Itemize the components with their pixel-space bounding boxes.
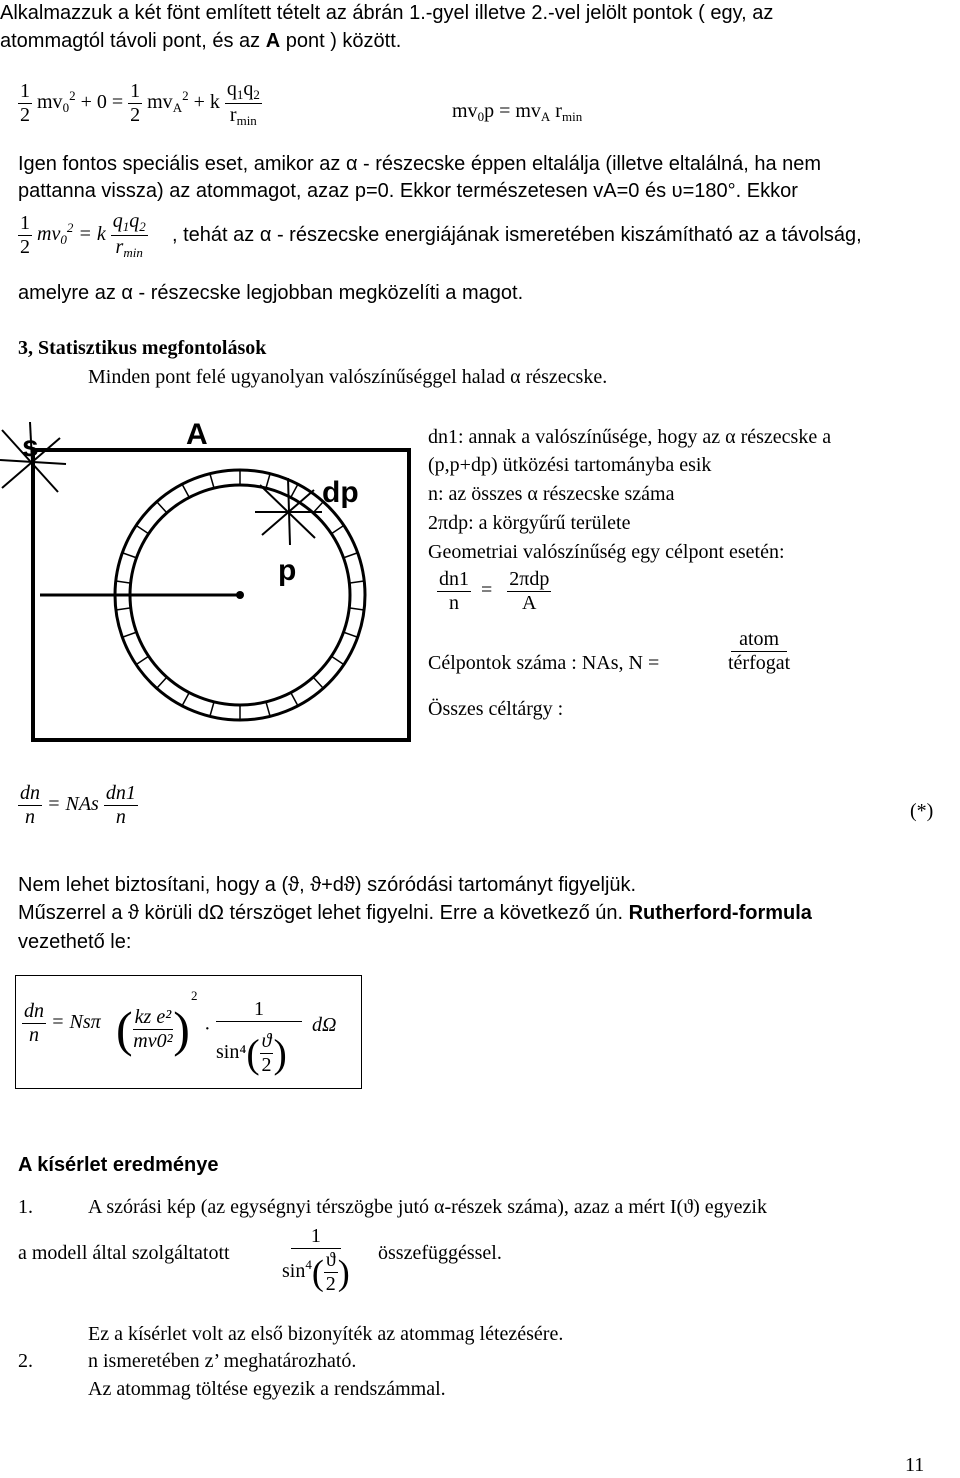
label-A: A (186, 418, 208, 451)
special-line-2: pattanna vissza) az atommagot, azaz p=0. Ekkor természetesen vA=0 és υ=180°. Ekkor (18, 180, 798, 202)
label-dp: dp (322, 476, 359, 509)
geo-prob-equation: $\frac{dn1}{n}$ = $\frac{\text{2πdp}}{A}$ (439, 568, 550, 614)
rutherford-intro-1: Nem lehet biztosítani, hogy a (ϑ, ϑ+dϑ) szóródási tartományt figyeljük. (18, 874, 637, 896)
targets-line: Célpontok száma : NAs, N = (428, 652, 660, 674)
def-dn1: dn1: annak a valószínűsége, hogy az α részecske a (428, 426, 832, 448)
impact-parameter-figure (0, 410, 420, 750)
rutherford-sin: sin⁴( $\frac{ϑ}{2}$ ) (216, 1030, 287, 1076)
rutherford-bracket: ( $\frac{\text{kz e²}}{\text{mv0²}}$ ) (116, 1001, 190, 1057)
label-s: s (22, 430, 39, 463)
star-equation: $\frac{dn}{n}$ = NAs $\frac{dn1}{n}$ (20, 782, 136, 828)
special-line-3: , tehát az α - részecske energiájának ismeretében kiszámítható az a távolság, (172, 224, 862, 246)
item-1-line-2b: összefüggéssel. (378, 1242, 502, 1264)
def-ring-area: 2πdp: a körgyűrű területe (428, 512, 631, 534)
rutherford-domega: dΩ (312, 1014, 337, 1036)
momentum-equation: $mv_0p = mv_A$ $r_{min}$ (452, 100, 583, 124)
item-2-line-1: n ismeretében z’ meghatározható. (88, 1350, 357, 1372)
item-2-line-2: Az atommag töltése egyezik a rendszámmal. (88, 1378, 446, 1400)
label-p: p (278, 554, 297, 587)
total-targets: Összes céltárgy : (428, 698, 564, 720)
rutherford-intro-3: vezethető le: (18, 931, 132, 953)
star-tag: (*) (910, 800, 934, 822)
n-density-fraction: $\frac{\text{atom}}{\text{térfogat}}$ (728, 628, 791, 674)
intro-line-1: Alkalmazzuk a két fönt említett tételt az ábrán 1.-gyel illetve 2.-vel jelölt pontok ( egy, az (0, 2, 774, 24)
rutherford-dot: · (204, 1018, 211, 1040)
sin4-fraction: 1 $\sin^4$( $\frac{ϑ}{2}$ ) (282, 1225, 350, 1295)
item-1-line-2a: a modell által szolgáltatott (18, 1242, 230, 1264)
intro-line-2: atommagtól távoli pont, és az A pont ) között. (0, 30, 402, 52)
rmin-equation: $\frac{1}{2}$ $mv_0^2 = k$ $\frac{q_1q_2}{r_{min}}$ (20, 210, 146, 260)
rutherford-one: 1 (216, 998, 302, 1022)
item-1-line-1: A szórási kép (az egységnyi térszögbe jutó α-részek száma), azaz a mért I(ϑ) egyezik (88, 1196, 767, 1218)
energy-equation: $\frac{1}{2}$ $mv_0^2 + 0$ = $\frac{1}{2}$ $mv_A^2 + k$ $\frac{q_1q_2}{r_{min}}$ (20, 78, 260, 128)
item-1-number: 1. (18, 1196, 33, 1218)
rutherford-lhs: $\frac{dn}{n}$ = Nsπ (24, 1000, 101, 1046)
item-1-line-3: Ez a kísérlet volt az első bizonyíték az atommag létezésére. (88, 1323, 564, 1345)
page-number: 11 (905, 1454, 925, 1476)
def-n: n: az összes α részecske száma (428, 483, 675, 505)
rutherford-power: 2 (191, 988, 198, 1003)
def-geo-prob: Geometriai valószínűség egy célpont esetén: (428, 541, 785, 563)
item-2-number: 2. (18, 1350, 33, 1372)
rutherford-intro-2: Műszerrel a ϑ körüli dΩ térszöget lehet figyelni. Erre a következő ún. Rutherford-formula (18, 902, 812, 924)
special-line-1: Igen fontos speciális eset, amikor az α - részecske éppen eltalálja (illetve eltalálná, ha nem (18, 153, 822, 175)
section-3-sentence: Minden pont felé ugyanolyan valószínűséggel halad α részecske. (88, 366, 608, 388)
section-3-heading: 3, Statisztikus megfontolások (18, 337, 267, 359)
special-line-4: amelyre az α - részecske legjobban megközelíti a magot. (18, 282, 524, 304)
def-dn1-cont: (p,p+dp) ütközési tartományba esik (428, 454, 712, 476)
results-heading: A kísérlet eredménye (18, 1154, 219, 1176)
